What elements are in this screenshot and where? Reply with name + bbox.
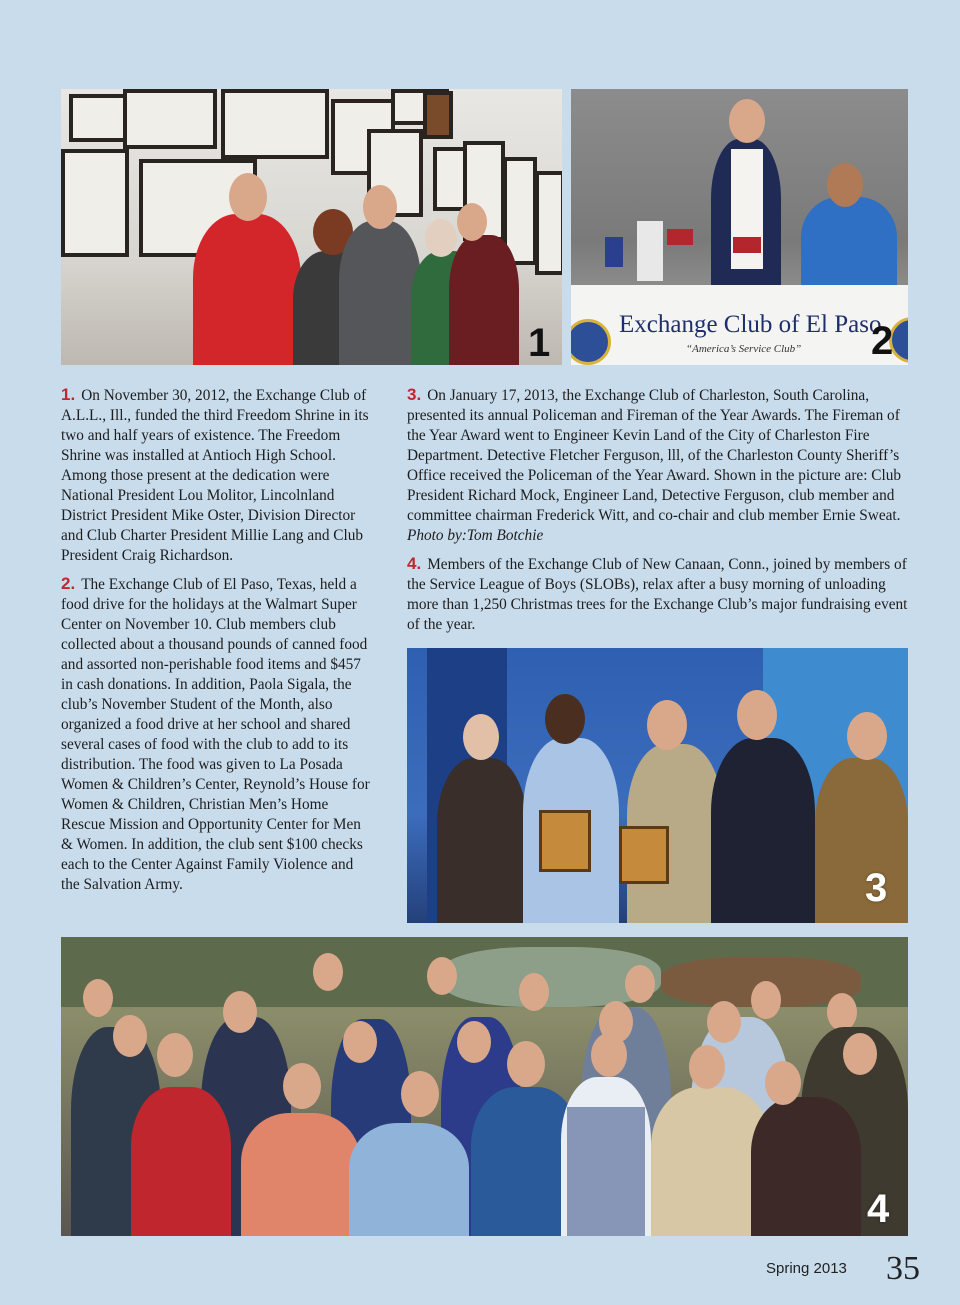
article-3-text: On January 17, 2013, the Exchange Club of Charleston, South Carolina, presented its annual Policeman and Fireman of the Year Awards. The Fireman of the Year Award went to Engineer Kevin Land of the City of Charleston Fire Department. Detective Fletcher Ferguson, lll, of the Charleston County Sheriff’s Office received the Policeman of the Year Award. Shown in the picture are: Club President Richard Mock, Engineer Land, Detective Ferguson, club member and committee chairman Frederick Witt, and co-chair and club member Ernie Sweat. — [407, 387, 902, 524]
photo-credit: Photo by:Tom Botchie — [407, 527, 544, 544]
photo-number-3: 3 — [865, 866, 888, 910]
article-4 — [407, 554, 908, 635]
banner-exchange-club-el-paso: Exchange Club of El Paso — [619, 311, 882, 338]
photo-charleston-awards — [407, 648, 908, 923]
article-2-number: 2. — [61, 574, 76, 593]
page-number: 35 — [886, 1250, 920, 1287]
right-column — [407, 385, 908, 643]
article-1-text: On November 30, 2012, the Exchange Club of A.L.L., Ill., funded the third Freedom Shrine in its two and half years of existence. The Freedom Shrine was installed at Antioch High School. Among those present at the dedication were National President Lou Molitor, Lincolnland District President Mike Oster, Division Director and Club Charter President Millie Lang and Club President Craig Richardson. — [61, 387, 369, 564]
issue-label: Spring 2013 — [766, 1260, 847, 1277]
article-2-text: The Exchange Club of El Paso, Texas, held a food drive for the holidays at the Walmart Super Center on November 10. Club members club collected about a thousand pounds of canned food and assorted non-perishable food items and $457 in cash donations. In addition, Paola Sigala, the club’s November Student of the Month, also organized a food drive at her school and shared several cases of food with the club to add to its distribution. The food was given to La Posada Women & Children’s Center, Reynold’s House for Women & Children, Christian Men’s Home Rescue Mission and Opportunity Center for Men & Women. In addition, the club sent $100 checks each to the Center Against Family Violence and the Salvation Army. — [61, 576, 370, 893]
article-4-number: 4. — [407, 554, 422, 573]
photo-number-4: 4 — [867, 1187, 890, 1231]
photo-new-canaan-christmas-trees — [61, 937, 908, 1236]
article-3-number: 3. — [407, 385, 422, 404]
photo-number-1: 1 — [528, 321, 551, 365]
article-1-number: 1. — [61, 385, 76, 404]
photo-number-2: 2 — [871, 319, 894, 363]
banner-tagline: “America’s Service Club” — [686, 343, 802, 355]
article-2 — [61, 574, 373, 895]
photo-freedom-shrine — [61, 89, 562, 365]
article-1 — [61, 385, 373, 566]
article-4-text: Members of the Exchange Club of New Canaan, Conn., joined by members of the Service League of Boys (SLOBs), relax after a busy morning of unloading more than 1,250 Christmas trees for the Exchange Club’s major fundraising event of the year. — [407, 556, 908, 633]
article-3 — [407, 385, 908, 546]
left-column — [61, 385, 373, 903]
photo-el-paso-food-drive — [571, 89, 908, 365]
